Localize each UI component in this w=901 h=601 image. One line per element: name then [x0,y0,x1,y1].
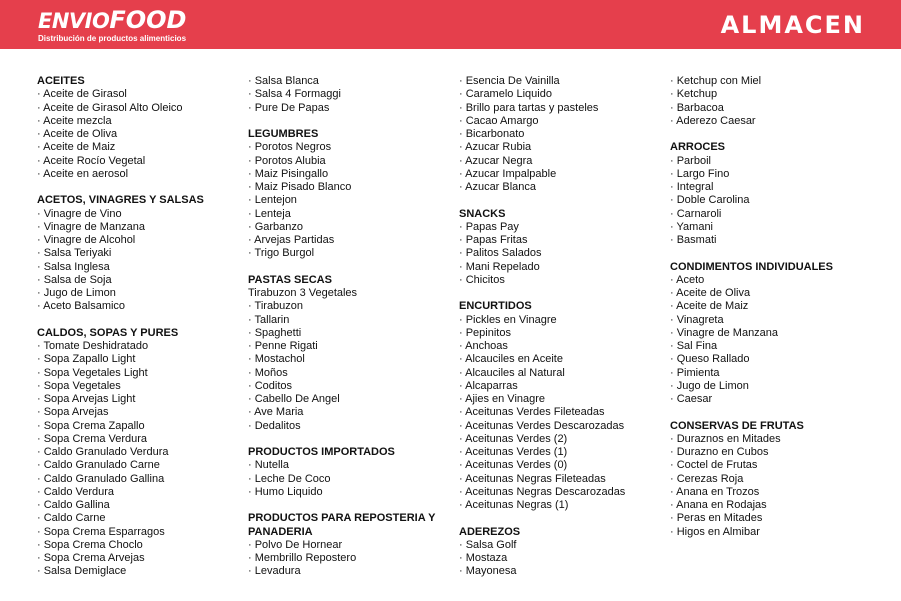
product-item: · Caldo Granulado Verdura [37,446,169,458]
product-item: · Palitos Salados [459,247,542,260]
product-item: · Barbacoa [670,101,724,114]
product-item: · Coctel de Frutas [670,459,758,472]
product-item: · Aceite mezcla [37,114,112,127]
product-item: · Aceitunas Verdes Descarozadas [459,419,625,432]
product-section [670,141,875,247]
product-item: · Esencia De Vainilla [459,75,560,87]
product-item: · Jugo de Limon [670,379,749,392]
product-section [459,75,664,194]
product-item: · Caesar [670,393,713,405]
product-item: · Sopa Crema Zapallo [37,419,145,432]
product-item: · Sopa Crema Arvejas [37,552,145,564]
product-item: · Azucar Negra [459,154,533,167]
product-section [670,261,875,407]
product-item: · Pimienta [670,366,720,379]
section-title: ACEITES [37,75,85,87]
section-title: ADEREZOS [459,525,521,538]
brand-logo: ENVIOFOOD [38,6,187,34]
product-item: · Aceite de Maiz [37,141,116,154]
section-title: SNACKS [459,207,506,220]
product-item: · Salsa Blanca [248,75,319,87]
product-item: · Caldo Carne [37,512,106,525]
product-item: · Cerezas Roja [670,472,744,485]
product-item: · Aceitunas Negras Descarozadas [459,485,626,498]
product-item: · Tomate Deshidratado [37,340,149,352]
product-item: · Salsa 4 Formaggi [248,88,341,101]
product-item: · Doble Carolina [670,194,750,207]
product-item: · Caramelo Liquido [459,88,552,101]
product-item: · Sal Fina [670,340,718,352]
product-item: · Aceite en aerosol [37,167,129,180]
product-item: · Sopa Arvejas [37,406,109,419]
product-item: · Ave Maria [248,406,304,419]
product-section [670,420,875,539]
page-title: ALMACEN [720,11,865,39]
product-item: · Sopa Vegetales [37,379,121,392]
product-item: · Salsa de Soja [37,273,112,286]
section-title: PASTAS SECAS [248,273,332,286]
product-item: · Integral [670,181,714,193]
product-item: · Lenteja [248,207,291,220]
product-item: · Sopa Crema Verdura [37,432,148,445]
product-item: · Aceto [670,273,705,286]
product-item: · Aceitunas Verdes Fileteadas [459,406,605,419]
product-section [248,446,453,499]
product-item: · Pickles en Vinagre [459,313,557,326]
product-section [37,194,242,313]
product-item: · Ketchup con Miel [670,75,762,87]
section-title: ARROCES [670,141,726,154]
product-item: · Dedalitos [248,419,301,432]
product-item: · Alcauciles al Natural [459,366,565,379]
product-item: · Humo Liquido [248,485,323,498]
column-1 [37,75,242,592]
product-item: · Caldo Granulado Gallina [37,472,165,485]
section-title: LEGUMBRES [248,128,319,140]
product-item: · Membrillo Repostero [248,552,357,564]
product-item: · Porotos Negros [248,141,332,154]
product-item: · Aceite de Maiz [670,300,749,313]
product-item: · Tirabuzon [248,300,304,313]
product-item: · Penne Rigati [248,340,318,352]
product-item: · Sopa Crema Esparragos [37,525,165,538]
product-item: · Sopa Crema Choclo [37,538,143,551]
product-item: · Mostaza [459,552,508,564]
product-item: · Alcaparras [459,379,518,392]
product-item: · Aceto Balsamico [37,300,126,313]
product-item: · Aceitunas Verdes (1) [459,446,568,458]
column-2 [248,75,453,592]
product-item: · Chicitos [459,273,505,286]
product-item: · Trigo Burgol [248,247,315,260]
section-title: CONSERVAS DE FRUTAS [670,419,804,432]
product-section [248,274,453,433]
product-item: · Aceite Rocío Vegetal [37,154,146,167]
product-item: · Higos en Almibar [670,525,760,538]
product-item: · Aceitunas Verdes (0) [459,459,568,472]
product-item: · Jugo de Limon [37,287,116,299]
section-title: CALDOS, SOPAS Y PURES [37,326,179,339]
section-title: PRODUCTOS IMPORTADOS [248,446,395,458]
product-item: · Anchoas [459,340,508,352]
header-banner [0,0,901,49]
product-item: · Carnaroli [670,207,722,220]
product-item: · Moños [248,366,288,379]
product-item: · Queso Rallado [670,353,750,366]
product-item: · Sopa Vegetales Light [37,366,148,379]
product-item: · Garbanzo [248,220,304,233]
product-item: · Sopa Arvejas Light [37,393,136,405]
product-section [459,300,664,512]
product-item: Tirabuzon 3 Vegetales [248,287,358,299]
product-item: · Salsa Teriyaki [37,247,112,260]
product-item: · Aceite de Oliva [670,287,751,299]
product-item: · Polvo De Hornear [248,538,343,551]
brand-tagline: Distribución de productos alimenticios [38,34,187,43]
product-item: · Cacao Amargo [459,114,539,127]
column-4 [670,75,875,552]
section-title: ACETOS, VINAGRES Y SALSAS [37,194,204,207]
section-title: CONDIMENTOS INDIVIDUALES [670,260,833,273]
product-item: · Cabello De Angel [248,393,340,405]
product-section [248,75,453,115]
product-item: · Sopa Zapallo Light [37,353,136,366]
product-item: · Vinagre de Manzana [670,326,779,339]
product-item: · Aceite de Girasol [37,88,127,101]
product-item: · Anana en Rodajas [670,499,767,511]
product-item: · Peras en Mitades [670,512,763,525]
product-item: · Basmati [670,234,717,246]
product-item: · Nutella [248,459,289,472]
product-item: · Tallarin [248,313,290,326]
product-item: · Papas Fritas [459,234,528,246]
product-item: · Mayonesa [459,565,517,578]
product-item: · Salsa Demiglace [37,565,127,578]
product-item: · Aceitunas Negras (1) [459,499,569,511]
product-item: · Bicarbonato [459,128,525,140]
product-section [248,128,453,261]
product-item: · Aceite de Girasol Alto Oleico [37,101,183,114]
product-item: · Alcauciles en Aceite [459,353,563,366]
product-item: · Salsa Inglesa [37,260,110,273]
product-item: · Caldo Granulado Carne [37,459,160,472]
product-item: · Porotos Alubia [248,154,326,167]
product-item: · Durazno en Cubos [670,446,769,458]
product-item: · Yamani [670,220,714,233]
product-item: · Salsa Golf [459,538,517,551]
product-section [670,75,875,128]
product-item: · Mani Repelado [459,260,540,273]
product-section [459,526,664,579]
product-item: · Vinagreta [670,313,724,326]
product-item: · Vinagre de Manzana [37,220,146,233]
product-item: · Vinagre de Vino [37,207,122,220]
product-item: · Aceitunas Negras Fileteadas [459,472,606,485]
product-item: · Brillo para tartas y pasteles [459,101,599,114]
product-item: · Ketchup [670,88,718,101]
product-item: · Vinagre de Alcohol [37,234,136,246]
product-item: · Azucar Impalpable [459,167,557,180]
product-item: · Caldo Verdura [37,485,115,498]
section-title: PRODUCTOS PARA REPOSTERIA Y PANADERIA [248,512,436,538]
product-item: · Maiz Pisado Blanco [248,181,352,193]
product-item: · Coditos [248,379,293,392]
product-section [37,327,242,579]
product-item: · Papas Pay [459,220,519,233]
product-item: · Caldo Gallina [37,499,110,511]
product-item: · Arvejas Partidas [248,234,335,246]
column-3 [459,75,664,592]
product-item: · Leche De Coco [248,472,331,485]
product-item: · Pepinitos [459,326,511,339]
product-item: · Spaghetti [248,326,302,339]
product-item: · Anana en Trozos [670,485,760,498]
product-item: · Duraznos en Mitades [670,432,781,445]
product-item: · Maiz Pisingallo [248,167,329,180]
product-item: · Lentejon [248,194,297,207]
product-item: · Azucar Rubia [459,141,532,154]
product-item: · Pure De Papas [248,101,330,114]
product-item: · Levadura [248,565,301,578]
product-section [248,512,453,578]
product-item: · Ajies en Vinagre [459,393,546,405]
product-item: · Aceitunas Verdes (2) [459,432,568,445]
product-item: · Parboil [670,154,711,167]
section-title: ENCURTIDOS [459,300,532,313]
product-section [459,208,664,288]
product-item: · Aceite de Oliva [37,128,118,140]
product-item: · Azucar Blanca [459,181,537,193]
product-item: · Aderezo Caesar [670,114,756,127]
product-item: · Mostachol [248,353,305,366]
product-item: · Largo Fino [670,167,730,180]
product-section [37,75,242,181]
